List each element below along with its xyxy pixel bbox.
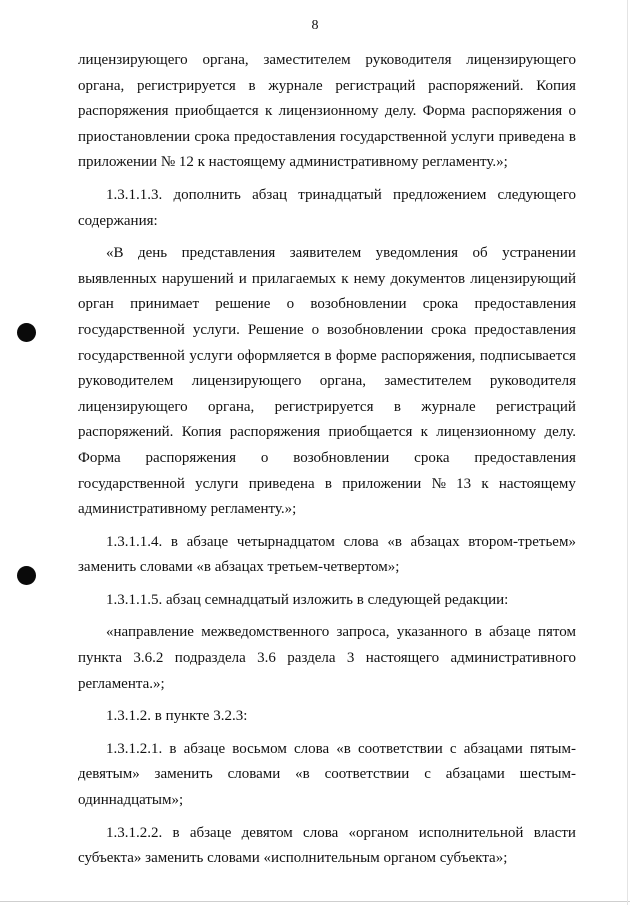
- paragraph-1-3-1-1-3: [78, 183, 576, 234]
- binder-hole-mark: [17, 566, 36, 585]
- text-line: девятым» заменить словами «в соответствии с абзацами шестым-: [78, 766, 576, 783]
- text-line: выявленных нарушений и прилагаемых к нему документов лицензирующий: [78, 270, 576, 287]
- text-line-last: 1.3.1.2. в пункте 3.2.3:: [106, 708, 248, 725]
- text-line-last: субъекта» заменить словами «исполнительным органом субъекта»;: [78, 850, 508, 867]
- binder-hole-mark: [17, 323, 36, 342]
- text-line-last: приложении № 12 к настоящему административному регламенту.»;: [78, 154, 508, 171]
- scan-edge-line: [0, 901, 630, 902]
- text-line: «В день представления заявителем уведомления об устранении: [106, 245, 576, 262]
- paragraph-quote-resumption: [78, 241, 576, 523]
- paragraph-1-3-1-2-2: [78, 821, 576, 872]
- text-line: органа, регистрируется в журнале регистраций распоряжений. Копия: [78, 77, 576, 94]
- text-line-last: административному регламенту.»;: [78, 501, 297, 518]
- text-line-last: заменить словами «в абзацах третьем-четвертом»;: [78, 559, 400, 576]
- text-line: государственной услуги оформляется в форме распоряжения, подписывается: [78, 347, 576, 364]
- text-line: распоряжений. Копия распоряжения приобщается к лицензионному делу.: [78, 424, 576, 441]
- text-line: 1.3.1.1.3. дополнить абзац тринадцатый предложением следующего: [106, 186, 576, 203]
- text-line-last: содержания:: [78, 212, 158, 229]
- page-number: 8: [311, 18, 319, 33]
- paragraph-1-3-1-1-4: [78, 530, 576, 581]
- paragraph-quote-request: [78, 620, 576, 697]
- text-line: 1.3.1.2.1. в абзаце восьмом слова «в соответствии с абзацами пятым-: [106, 740, 576, 757]
- document-body: [78, 48, 576, 872]
- text-line: орган принимает решение о возобновлении срока предоставления: [78, 296, 576, 313]
- text-line: лицензирующего органа, заместителем руководителя лицензирующего: [78, 52, 576, 68]
- text-line: Форма распоряжения о возобновлении срока предоставления: [78, 449, 576, 466]
- text-line-last: одиннадцатым»;: [78, 792, 184, 809]
- paragraph-1-3-1-2: [78, 704, 576, 730]
- text-line: лицензирующего органа, регистрируется в журнале регистраций: [78, 398, 576, 415]
- text-line: распоряжения приобщается к лицензионному делу. Форма распоряжения о: [78, 103, 576, 120]
- text-line: государственной услуги приведена в приложении № 13 к настоящему: [78, 475, 576, 492]
- scan-edge-line: [627, 0, 628, 905]
- text-line: 1.3.1.2.2. в абзаце девятом слова «органом исполнительной власти: [106, 824, 576, 841]
- text-line-last: регламента.»;: [78, 675, 165, 692]
- text-line: «направление межведомственного запроса, указанного в абзаце пятом: [106, 624, 576, 641]
- text-line: руководителем лицензирующего органа, заместителем руководителя: [78, 373, 576, 390]
- text-line: государственной услуги. Решение о возобновлении срока предоставления: [78, 321, 576, 338]
- text-line: приостановлении срока предоставления государственной услуги приведена в: [78, 128, 576, 145]
- text-line: 1.3.1.1.4. в абзаце четырнадцатом слова «в абзацах втором-третьем»: [106, 533, 576, 550]
- paragraph-1-3-1-1-5: [78, 588, 576, 614]
- text-line-last: 1.3.1.1.5. абзац семнадцатый изложить в следующей редакции:: [106, 591, 509, 608]
- text-line: пункта 3.6.2 подраздела 3.6 раздела 3 настоящего административного: [78, 650, 576, 667]
- paragraph-1-3-1-2-1: [78, 737, 576, 814]
- paragraph-continuation: [78, 48, 576, 176]
